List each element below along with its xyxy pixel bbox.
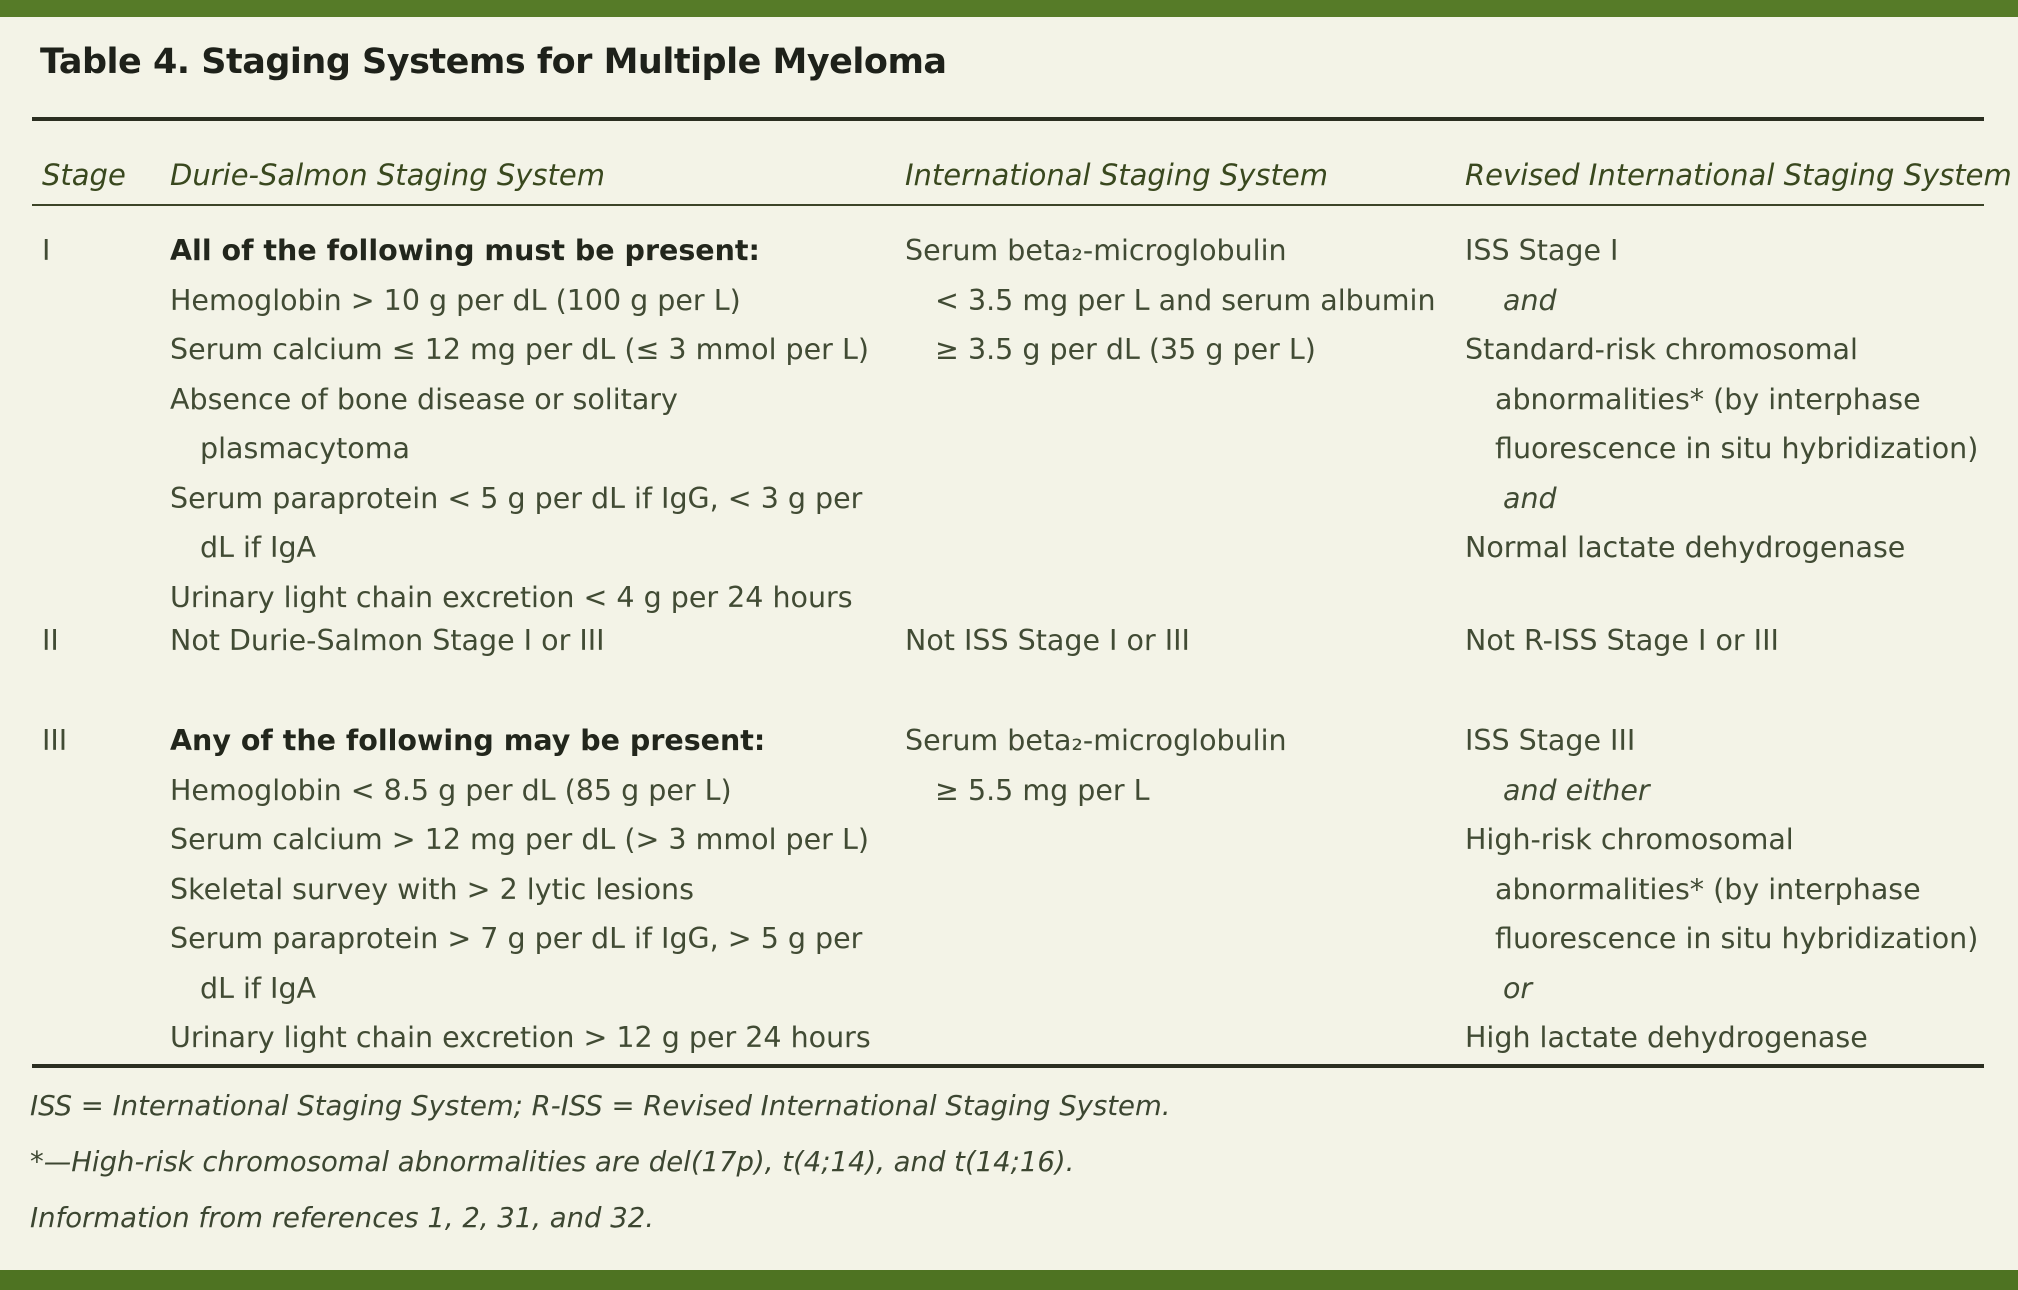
criterion-line-wrap: plasmacytoma xyxy=(200,432,410,465)
criterion-line: ISS Stage III xyxy=(1465,724,1636,757)
column-header-iss: International Staging System xyxy=(905,158,1328,192)
table-row xyxy=(42,716,1988,1063)
criterion-line: Serum beta₂-microglobulin xyxy=(905,724,1287,757)
criterion-line: Hemoglobin < 8.5 g per dL (85 g per L) xyxy=(170,773,732,807)
criterion-line: Skeletal survey with > 2 lytic lesions xyxy=(170,872,694,906)
criterion-line: Hemoglobin > 10 g per dL (100 g per L) xyxy=(170,283,741,317)
criterion-line: Absence of bone disease or solitary xyxy=(170,382,678,416)
footnote-references: Information from references 1, 2, 31, and 32. xyxy=(30,1202,654,1234)
table-row xyxy=(42,226,1988,622)
criterion-line-wrap: fluorescence in situ hybridization) xyxy=(1495,922,1979,955)
criterion-line: Not ISS Stage I or III xyxy=(905,624,1190,657)
conjunction-line: and either xyxy=(1503,773,1650,807)
column-header-r-iss: Revised International Staging System xyxy=(1465,158,2012,192)
durie-cell-stage-ii xyxy=(170,616,905,666)
criterion-line: ISS Stage I xyxy=(1465,234,1619,267)
criterion-line-wrap: fluorescence in situ hybridization) xyxy=(1495,432,1979,465)
bottom-accent-bar xyxy=(0,1270,2018,1290)
criterion-line: Serum beta₂-microglobulin xyxy=(905,234,1287,267)
table-title: Table 4. Staging Systems for Multiple Myeloma xyxy=(40,42,947,82)
footnote-asterisk: *—High-risk chromosomal abnormalities are del(17p), t(4;14), and t(14;16). xyxy=(30,1146,1075,1178)
footnote-abbreviations: ISS = International Staging System; R-ISS = Revised International Staging System. xyxy=(30,1090,1171,1122)
iss-cell-stage-i xyxy=(905,226,1465,375)
criterion-line-wrap: abnormalities* (by interphase xyxy=(1495,382,1921,416)
criterion-line: Serum calcium ≤ 12 mg per dL (≤ 3 mmol per L) xyxy=(170,333,869,366)
stage-cell-i xyxy=(42,226,170,276)
criterion-line-wrap: < 3.5 mg per L and serum albumin xyxy=(935,283,1436,317)
riss-cell-stage-i xyxy=(1465,226,1988,573)
iss-cell-stage-iii xyxy=(905,716,1465,815)
criterion-line: All of the following must be present: xyxy=(170,234,760,267)
criterion-line: Standard-risk chromosomal xyxy=(1465,333,1858,366)
criterion-line: Serum paraprotein < 5 g per dL if IgG, < 3 g per xyxy=(170,481,863,515)
criterion-line: Urinary light chain excretion > 12 g per 24 hours xyxy=(170,1021,871,1054)
criterion-line: Serum calcium > 12 mg per dL (> 3 mmol per L) xyxy=(170,823,869,856)
criterion-line: High-risk chromosomal xyxy=(1465,823,1794,856)
title-divider-rule xyxy=(32,117,1984,121)
durie-cell-stage-i xyxy=(170,226,905,622)
criterion-line-wrap: ≥ 3.5 g per dL (35 g per L) xyxy=(935,333,1316,366)
criterion-line: High lactate dehydrogenase xyxy=(1465,1021,1868,1054)
criterion-line: Normal lactate dehydrogenase xyxy=(1465,531,1906,564)
riss-cell-stage-iii xyxy=(1465,716,1988,1063)
stage-numeral: II xyxy=(42,624,59,657)
criterion-line: Serum paraprotein > 7 g per dL if IgG, > 5 g per xyxy=(170,922,863,955)
iss-cell-stage-ii xyxy=(905,616,1465,666)
top-accent-bar xyxy=(0,0,2018,17)
stage-numeral: III xyxy=(42,724,68,757)
criterion-line: Urinary light chain excretion < 4 g per 24 hours xyxy=(170,580,853,614)
header-divider-rule xyxy=(32,204,1984,206)
stage-numeral: I xyxy=(42,234,51,267)
stage-cell-ii xyxy=(42,616,170,666)
column-header-durie-salmon: Durie-Salmon Staging System xyxy=(170,158,605,192)
footnote-divider-rule xyxy=(32,1064,1984,1068)
column-header-stage: Stage xyxy=(42,158,126,192)
criterion-line: Not R-ISS Stage I or III xyxy=(1465,624,1779,657)
conjunction-line: or xyxy=(1503,971,1533,1005)
table-row xyxy=(42,616,1988,666)
criterion-line: Any of the following may be present: xyxy=(170,724,766,757)
stage-cell-iii xyxy=(42,716,170,766)
criterion-line-wrap: ≥ 5.5 mg per L xyxy=(935,773,1150,807)
criterion-line-wrap: abnormalities* (by interphase xyxy=(1495,872,1921,906)
criterion-line: Not Durie-Salmon Stage I or III xyxy=(170,624,605,657)
durie-cell-stage-iii xyxy=(170,716,905,1063)
criterion-line-wrap: dL if IgA xyxy=(200,531,317,564)
conjunction-line: and xyxy=(1503,283,1557,317)
conjunction-line: and xyxy=(1503,481,1557,515)
criterion-line-wrap: dL if IgA xyxy=(200,971,317,1005)
riss-cell-stage-ii xyxy=(1465,616,1988,666)
